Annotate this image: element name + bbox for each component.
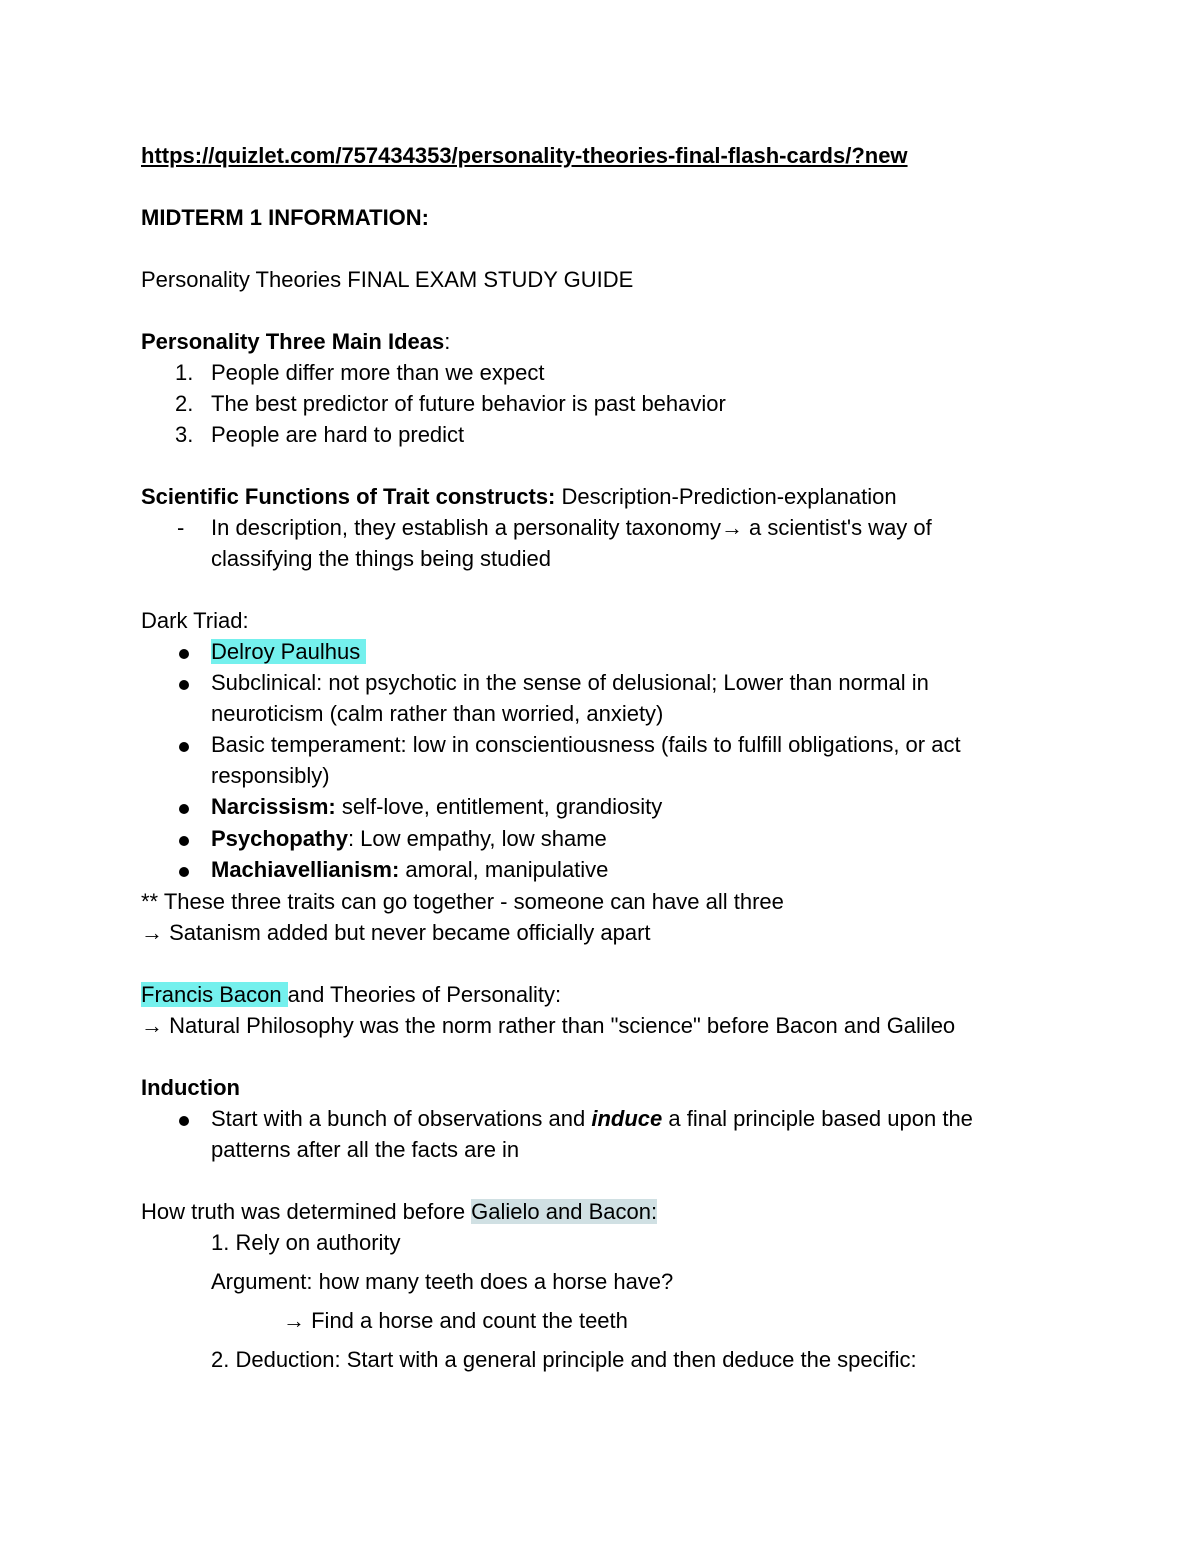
narcissism-item: [211, 793, 662, 821]
main-ideas-heading: Personality Three Main Ideas: [141, 329, 445, 354]
narcissism-label: Narcissism:: [211, 794, 336, 819]
bullet-icon: [179, 867, 189, 877]
truth-pre: How truth was determined before: [141, 1199, 472, 1224]
scientific-functions-heading: Scientific Functions of Trait constructs:: [141, 484, 556, 509]
list-item: The best predictor of future behavior is past behavior: [211, 391, 726, 416]
bullet-icon: [179, 804, 189, 814]
description-item-line2: classifying the things being studied: [211, 546, 551, 571]
bullet-icon: [179, 680, 189, 690]
scientific-functions-text: Description-Prediction-explanation: [555, 484, 897, 509]
count-teeth-line: → Find a horse and count the teeth: [283, 1308, 628, 1333]
bullet-icon: [179, 1116, 189, 1126]
satanism-note: → Satanism added but never became officially apart: [141, 920, 651, 945]
narcissism-text: self-love, entitlement, grandiosity: [335, 794, 663, 819]
psychopathy-text: : Low empathy, low shame: [347, 826, 607, 851]
midterm-heading: MIDTERM 1 INFORMATION:: [141, 205, 430, 230]
list-number: 1.: [175, 360, 194, 385]
machiavellianism-text: amoral, manipulative: [399, 857, 609, 882]
bacon-highlight: Francis Bacon: [141, 982, 288, 1007]
description-item-line1: In description, they establish a personality taxonomy→ a scientist's way of: [211, 515, 932, 540]
traits-note: ** These three traits can go together - someone can have all three: [141, 889, 784, 914]
psychopathy-item: [211, 825, 607, 853]
authority-item: 1. Rely on authority: [211, 1230, 401, 1255]
galileo-bacon-highlight: Galielo and Bacon:: [471, 1199, 658, 1224]
guide-title: Personality Theories FINAL EXAM STUDY GUIDE: [141, 267, 634, 292]
subclinical-line2: neuroticism (calm rather than worried, anxiety): [211, 701, 664, 726]
scientific-functions-line: [141, 483, 897, 511]
natural-philosophy-line: → Natural Philosophy was the norm rather than "science" before Bacon and Galileo: [141, 1013, 956, 1038]
temperament-line2: responsibly): [211, 763, 330, 788]
paulhus-highlight: Delroy Paulhus: [211, 639, 366, 664]
dark-triad-heading: Dark Triad:: [141, 608, 249, 633]
main-ideas-heading-line: [141, 328, 450, 356]
induction-item-line1: [211, 1105, 973, 1133]
list-item: People are hard to predict: [211, 422, 465, 447]
induction-post: a final principle based upon the: [662, 1106, 973, 1131]
deduction-item: 2. Deduction: Start with a general principle and then deduce the specific:: [211, 1347, 917, 1372]
temperament-line1: Basic temperament: low in conscientiousness (fails to fulfill obligations, or act: [211, 732, 961, 757]
bullet-icon: [179, 836, 189, 846]
truth-heading-line: [141, 1198, 657, 1226]
list-number: 2.: [175, 391, 194, 416]
bacon-heading-line: [141, 981, 561, 1009]
induction-emphasis: induce: [591, 1106, 663, 1131]
dash-marker: -: [177, 515, 185, 540]
list-number: 3.: [175, 422, 194, 447]
subclinical-line1: Subclinical: not psychotic in the sense of delusional; Lower than normal in: [211, 670, 929, 695]
induction-pre: Start with a bunch of observations and: [211, 1106, 592, 1131]
bullet-icon: [179, 649, 189, 659]
bullet-icon: [179, 742, 189, 752]
bacon-heading-rest: and Theories of Personality:: [287, 982, 562, 1007]
argument-line: Argument: how many teeth does a horse have?: [211, 1269, 674, 1294]
machiavellianism-item: [211, 856, 608, 884]
machiavellianism-label: Machiavellianism:: [211, 857, 400, 882]
psychopathy-label: Psychopathy: [211, 826, 348, 851]
main-ideas-colon: :: [444, 329, 451, 354]
quizlet-link[interactable]: https://quizlet.com/757434353/personality-theories-final-flash-cards/?new: [141, 143, 908, 168]
induction-heading: Induction: [141, 1075, 240, 1100]
list-item: People differ more than we expect: [211, 360, 545, 385]
induction-item-line2: patterns after all the facts are in: [211, 1137, 520, 1162]
paulhus-item: [211, 638, 366, 666]
